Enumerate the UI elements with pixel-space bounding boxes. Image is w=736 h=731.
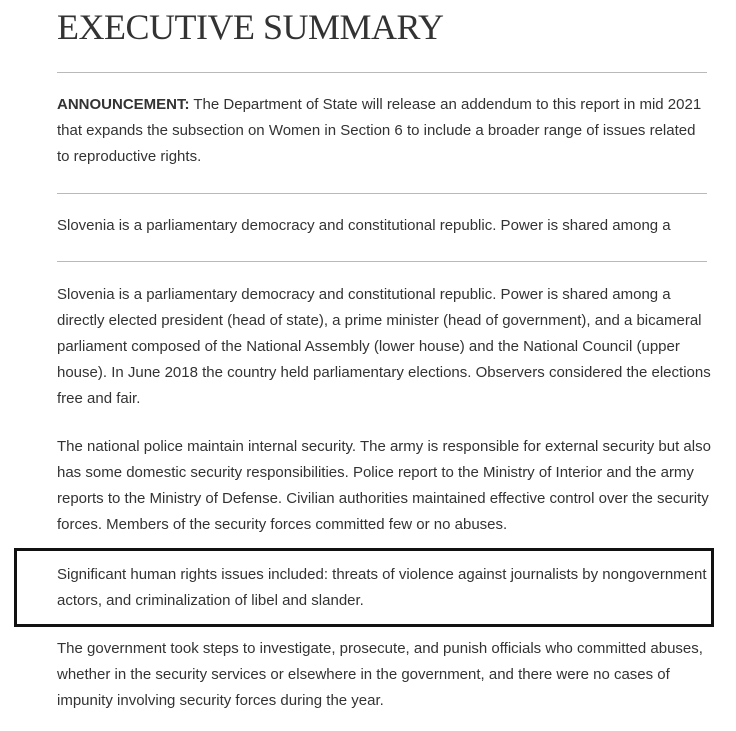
page-title: EXECUTIVE SUMMARY	[57, 7, 444, 47]
announcement-label: ANNOUNCEMENT:	[57, 96, 190, 113]
announcement-text: The Department of State will release an addendum to this report in mid 2021 that expands the subsection on Women in Section 6 to include a broader range of issues related to reproductive rights.	[57, 96, 702, 165]
divider	[57, 193, 707, 194]
paragraph-human-rights-issues: Significant human rights issues included: threats of violence against journalists by nongovernment actors, and criminalization of libel and slander.	[57, 566, 707, 609]
divider	[57, 261, 707, 262]
paragraph-impunity: The government took steps to investigate, prosecute, and punish officials who committed abuses, whether in the security services or elsewhere in the government, and there were no cases of impunity involving security forces during the year.	[57, 640, 703, 709]
paragraph-government: Slovenia is a parliamentary democracy and constitutional republic. Power is shared among a directly elected president (head of state), a prime minister (head of government), and a bicameral parliament composed of the National Assembly (lower house) and the National Council (upper house). In June 2018 the country held parliamentary elections. Observers considered the elections free and fair.	[57, 286, 711, 407]
summary-teaser: Slovenia is a parliamentary democracy and constitutional republic. Power is shared among a	[57, 217, 671, 234]
paragraph-security-forces: The national police maintain internal security. The army is responsible for external security but also has some domestic security responsibilities. Police report to the Ministry of Interior and the army reports to the Ministry of Defense. Civilian authorities maintained effective control over the security forces. Members of the security forces committed few or no abuses.	[57, 438, 711, 533]
divider	[57, 72, 707, 73]
announcement-paragraph	[57, 92, 712, 170]
